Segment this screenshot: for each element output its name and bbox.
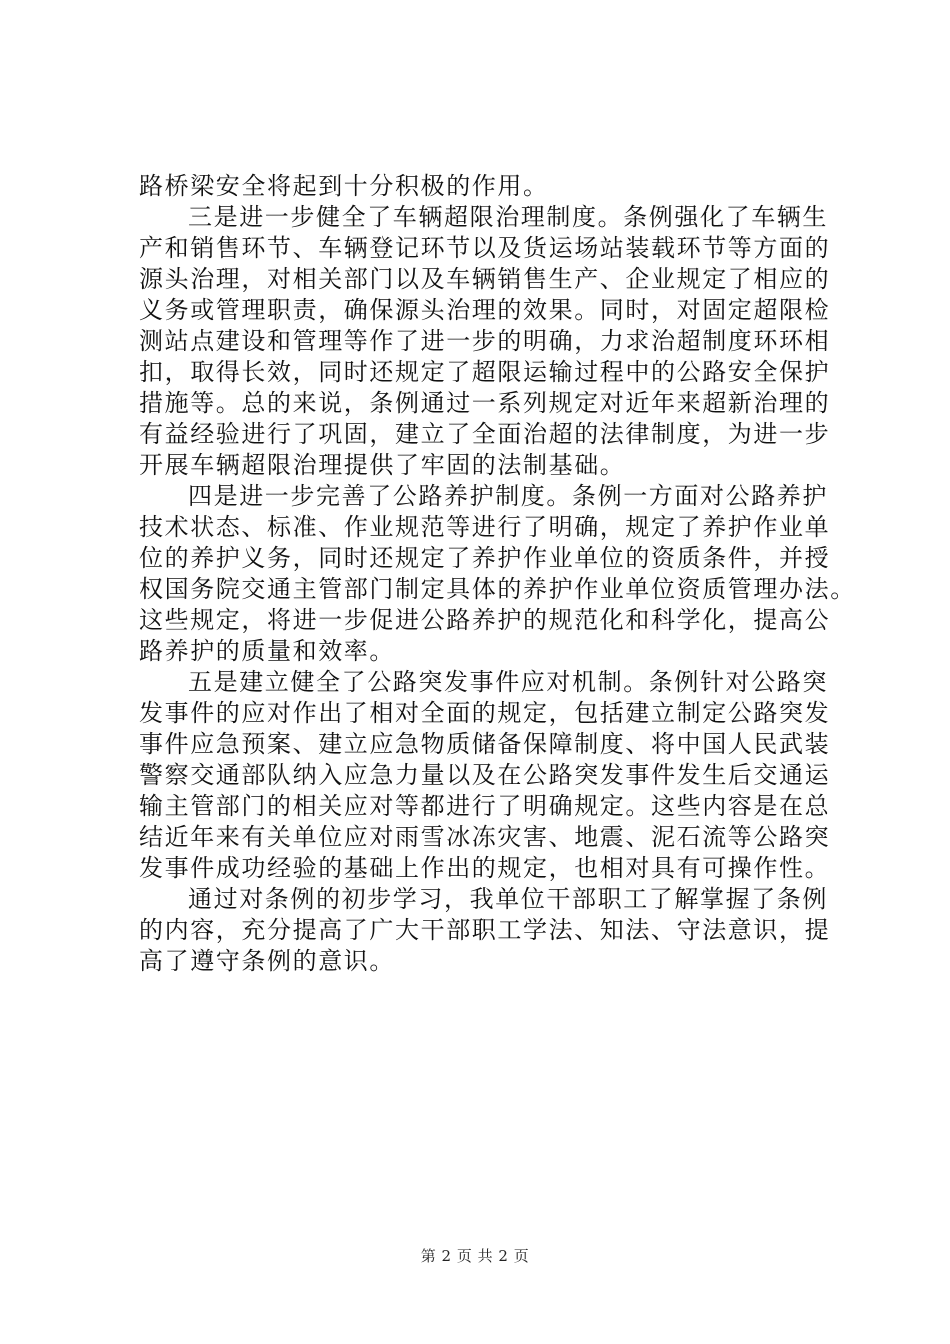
text-line: 三是进一步健全了车辆超限治理制度。条例强化了车辆生 bbox=[188, 203, 828, 231]
text-line: 发事件的应对作出了相对全面的规定，包括建立制定公路突发 bbox=[139, 699, 831, 727]
paragraph bbox=[139, 481, 856, 667]
paragraph bbox=[139, 171, 839, 202]
text-line: 措施等。总的来说，条例通过一系列规定对近年来超新治理的 bbox=[139, 389, 831, 417]
text-line: 的内容，充分提高了广大干部职工学法、知法、守法意识，提 bbox=[139, 916, 831, 944]
paragraph bbox=[139, 202, 839, 481]
text-line: 义务或管理职责，确保源头治理的效果。同时，对固定超限检 bbox=[139, 296, 831, 324]
text-line: 测站点建设和管理等作了进一步的明确，力求治超制度环环相 bbox=[139, 327, 831, 355]
text-line: 输主管部门的相关应对等都进行了明确规定。这些内容是在总 bbox=[139, 792, 831, 820]
text-line: 产和销售环节、车辆登记环节以及货运场站装载环节等方面的 bbox=[139, 234, 831, 262]
text-line: 五是建立健全了公路突发事件应对机制。条例针对公路突 bbox=[188, 668, 828, 696]
text-line: 位的养护义务，同时还规定了养护作业单位的资质条件，并授 bbox=[139, 544, 831, 572]
paragraph bbox=[139, 884, 839, 977]
text-line: 高了遵守条例的意识。 bbox=[139, 947, 395, 975]
text-line: 发事件成功经验的基础上作出的规定，也相对具有可操作性。 bbox=[139, 854, 831, 882]
text-line: 四是进一步完善了公路养护制度。条例一方面对公路养护 bbox=[188, 482, 828, 510]
text-line: 事件应急预案、建立应急物质储备保障制度、将中国人民武装 bbox=[139, 730, 831, 758]
text-line: 权国务院交通主管部门制定具体的养护作业单位资质管理办法。 bbox=[139, 575, 856, 603]
text-line: 技术状态、标准、作业规范等进行了明确，规定了养护作业单 bbox=[139, 513, 831, 541]
text-line: 这些规定，将进一步促进公路养护的规范化和科学化，提高公 bbox=[139, 606, 831, 634]
text-line: 路养护的质量和效率。 bbox=[139, 637, 395, 665]
text-line: 扣，取得长效，同时还规定了超限运输过程中的公路安全保护 bbox=[139, 358, 831, 386]
text-line: 路桥梁安全将起到十分积极的作用。 bbox=[139, 172, 549, 200]
page-number-footer: 第 2 页 共 2 页 bbox=[420, 1247, 530, 1265]
text-line: 警察交通部队纳入应急力量以及在公路突发事件发生后交通运 bbox=[139, 761, 831, 789]
document-body bbox=[139, 171, 856, 977]
text-line: 开展车辆超限治理提供了牢固的法制基础。 bbox=[139, 451, 626, 479]
text-line: 有益经验进行了巩固，建立了全面治超的法律制度，为进一步 bbox=[139, 420, 831, 448]
text-line: 通过对条例的初步学习，我单位干部职工了解掌握了条例 bbox=[188, 885, 828, 913]
text-line: 源头治理，对相关部门以及车辆销售生产、企业规定了相应的 bbox=[139, 265, 831, 293]
paragraph bbox=[139, 667, 839, 884]
text-line: 结近年来有关单位应对雨雪冰冻灾害、地震、泥石流等公路突 bbox=[139, 823, 831, 851]
